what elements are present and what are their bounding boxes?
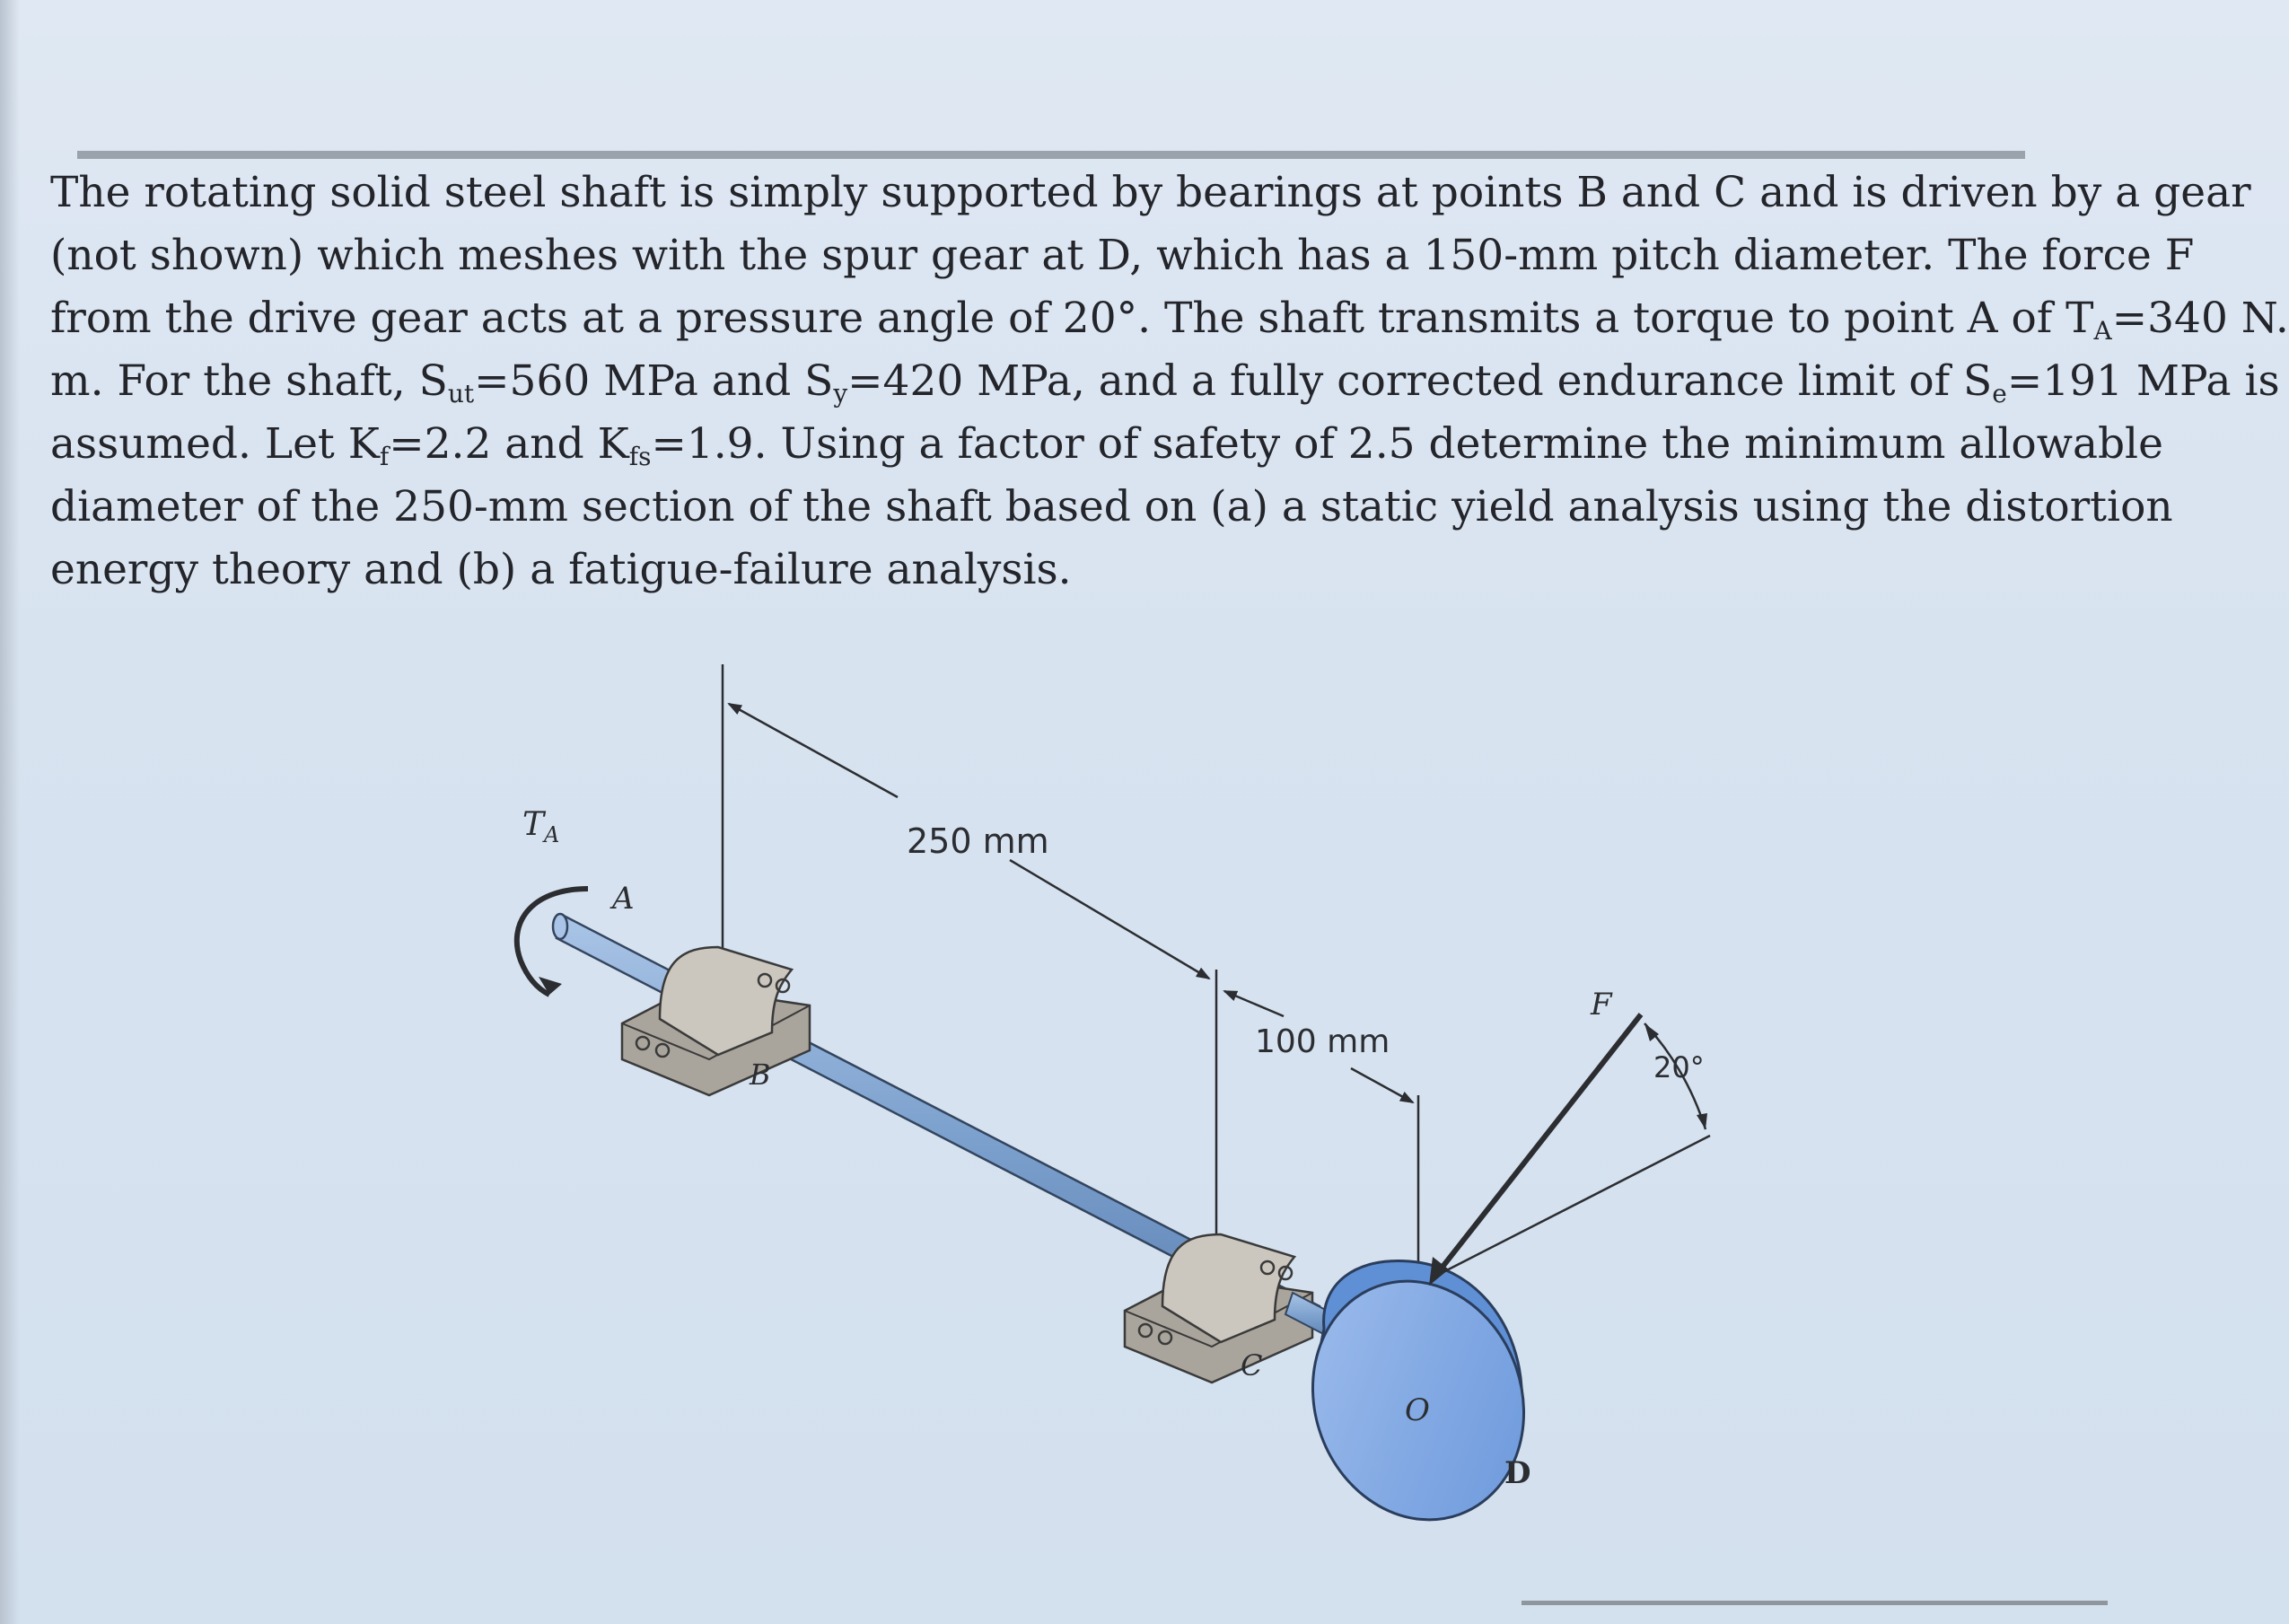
bearing-c <box>1125 1234 1312 1383</box>
gear-center-label: O <box>1405 1392 1430 1428</box>
problem-line-2: (not shown) which meshes with the spur gear at D, which has a 150-mm pitch diameter. The force F <box>50 231 2195 280</box>
problem-line-3-text: from the drive gear acts at a pressure angle of 20°. The shaft transmits a torque to point A of T <box>50 294 2094 343</box>
kf-subscript: f <box>379 442 390 471</box>
se-subscript: e <box>1992 379 2007 408</box>
torque-label: $T_A$ <box>522 806 560 847</box>
dimension-100mm <box>1224 991 1418 1275</box>
sut-subscript: ut <box>447 379 475 408</box>
problem-line-6: diameter of the 250-mm section of the shaft based on (a) a static yield analysis using the distortion <box>50 482 2173 531</box>
torque-value: =340 N. <box>2111 294 2289 343</box>
kfs-subscript: fs <box>628 442 652 471</box>
force-f <box>1429 987 1710 1286</box>
line4-part-b: =560 MPa and S <box>474 356 834 406</box>
bottom-divider <box>1522 1601 2108 1605</box>
spur-gear-d <box>1280 1251 1557 1549</box>
point-c-label: C <box>1241 1348 1263 1383</box>
problem-line-7: energy theory and (b) a fatigue-failure analysis. <box>50 545 1072 594</box>
dimension-250-label: 250 mm <box>907 821 1049 861</box>
line4-part-a: m. For the shaft, S <box>50 356 448 406</box>
line5-part-a: assumed. Let K <box>50 419 380 469</box>
line5-part-b: =2.2 and K <box>389 419 629 469</box>
point-d-label: D <box>1504 1455 1531 1491</box>
line4-part-c: =420 MPa, and a fully corrected endurance limit of S <box>847 356 1993 406</box>
sy-subscript: y <box>833 379 848 408</box>
line5-part-c: =1.9. Using a factor of safety of 2.5 determine the minimum allowable <box>651 419 2163 469</box>
point-a-label: A <box>612 881 635 917</box>
pressure-angle-label: 20° <box>1653 1050 1705 1084</box>
line4-part-d: =191 MPa is <box>2006 356 2280 406</box>
torque-subscript: A <box>2093 316 2112 346</box>
force-label: F <box>1591 987 1612 1023</box>
dimension-100-label: 100 mm <box>1255 1023 1390 1060</box>
point-b-label: B <box>750 1058 771 1092</box>
problem-line-1: The rotating solid steel shaft is simply supported by bearings at points B and C and is driven by a gear <box>50 168 2251 217</box>
